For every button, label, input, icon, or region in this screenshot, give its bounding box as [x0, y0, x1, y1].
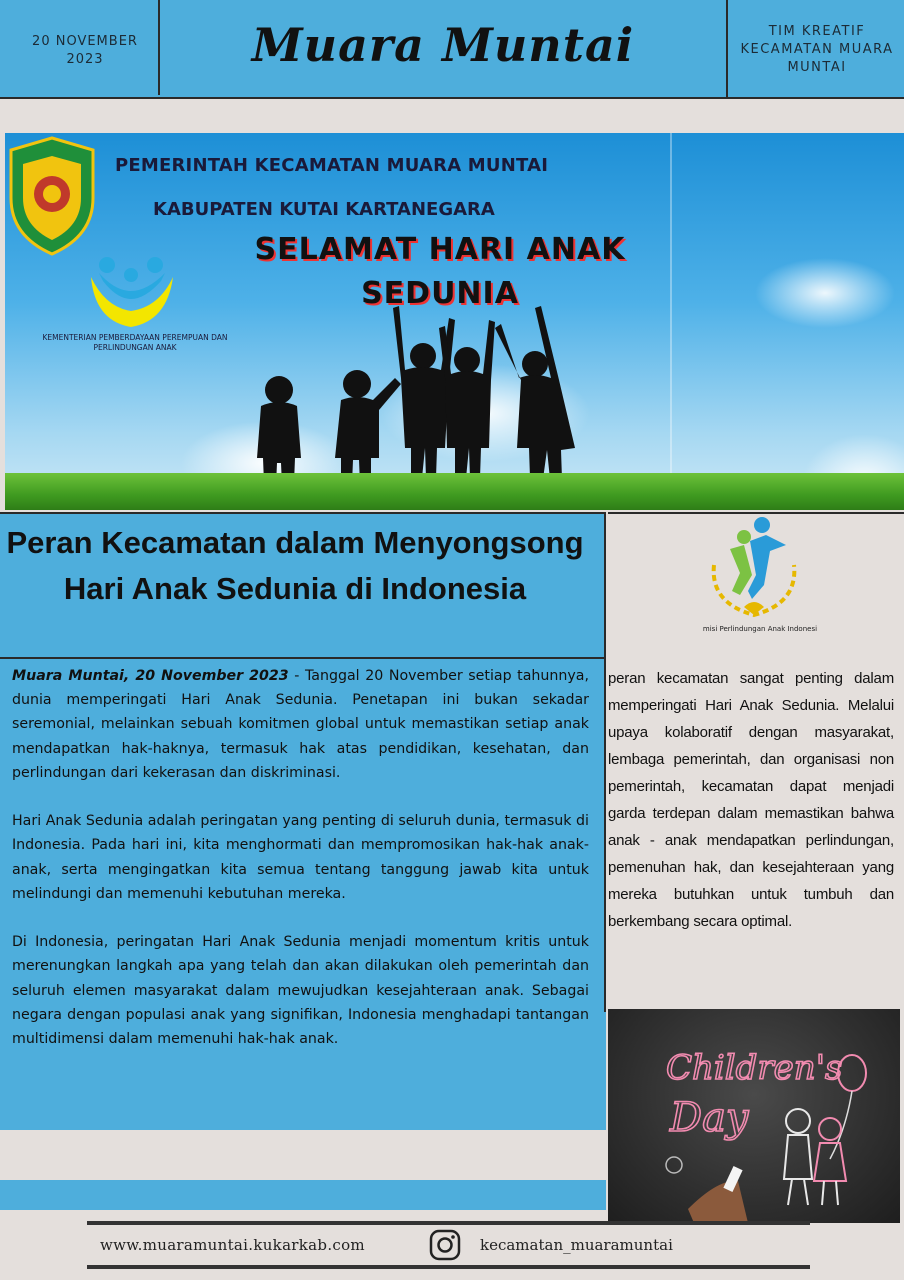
sidebar-text: peran kecamatan sangat penting dalam memperingati Hari Anak Sedunia. Melalui upaya kolaboratif dengan masyarakat, lembaga pemerintah, dan organisasi non pemerintah, kecamatan dapat menjadi garda terdepan dalam memastikan bahwa anak - anak mendapatkan perlindungan, pemenuhan hak, dan kesejahteraan yang mereka butuhkan untuk tumbuh dan berkembang secara optimal.: [608, 670, 894, 930]
chalk-word-day: Day: [670, 1095, 749, 1141]
banner-government-line: PEMERINTAH KECAMATAN MUARA MUNTAI: [115, 155, 549, 176]
article-title: Peran Kecamatan dalam Menyongsong Hari Anak Sedunia di Indonesia: [6, 525, 584, 606]
ministry-caption: KEMENTERIAN PEMBERDAYAAN PEREMPUAN DAN PERLINDUNGAN ANAK: [42, 333, 228, 352]
article-paragraph-2: Hari Anak Sedunia adalah peringatan yang penting di seluruh dunia, termasuk di Indonesia. Pada hari ini, kita menghormati dan mempromosikan hak-hak anak-anak, serta mengingatkan kita semua tentang tanggung jawab kita untuk melindungi dan memenuhi kebutuhan mereka.: [12, 813, 589, 902]
article-dateline: Muara Muntai, 20 November 2023: [12, 668, 289, 684]
footer-rule: [87, 1221, 810, 1225]
banner-regency-line: KABUPATEN KUTAI KARTANEGARA: [153, 199, 495, 220]
kpai-caption: misi Perlindungan Anak Indonesi: [702, 625, 818, 633]
hero-banner: [5, 133, 904, 510]
regency-crest-icon: [7, 136, 97, 256]
footer-website-link[interactable]: www.muaramuntai.kukarkab.com: [100, 1236, 365, 1254]
article-paragraph-1: - Tanggal 20 November setiap tahunnya, dunia memperingati Hari Anak Sedunia. Penetapan ini bukan sekadar seremonial, melainkan sebuah komitmen global untuk memastikan setiap anak mendapatkan hak-haknya, termasuk hak atas pendidikan, kesehatan, dan perlindungan dari kekerasan dan diskriminasi.: [12, 668, 590, 781]
instagram-icon[interactable]: [428, 1228, 462, 1262]
masthead-divider: [726, 0, 728, 97]
chalk-drawing: [608, 1009, 900, 1223]
lower-accent-band: [0, 1180, 606, 1210]
kpai-logo-icon: [700, 515, 810, 625]
article-body: [12, 664, 589, 1075]
chalk-word-childrens: Children's: [666, 1048, 843, 1088]
footer-instagram-handle[interactable]: kecamatan_muaramuntai: [480, 1236, 673, 1254]
issue-date: 20 NOVEMBER 2023: [32, 34, 138, 67]
column-divider: [604, 512, 606, 1012]
article-paragraph: [12, 664, 589, 785]
publisher-credit: TIM KREATIF KECAMATAN MUARA MUNTAI: [740, 24, 894, 75]
banner-greeting: SELAMAT HARI ANAK SEDUNIA: [254, 232, 626, 311]
ministry-logo-icon: [85, 251, 185, 333]
article-paragraph-3: Di Indonesia, peringatan Hari Anak Sedunia menjadi momentum kritis untuk merenungkan langkah apa yang telah dan akan dilakukan oleh pemerintah dan seluruh elemen masyarakat dalam mewujudkan kesejahteraan anak. Sebagai negara dengan populasi anak yang signifikan, Indonesia menghadapi tantangan multidimensi dalam memenuhi hak-hak anak.: [12, 934, 589, 1048]
footer-rule: [87, 1265, 810, 1269]
banner-seam: [670, 133, 672, 510]
childrens-day-chalkboard-image: [608, 1009, 900, 1223]
grass-strip: [5, 473, 904, 510]
newsletter-title: Muara Muntai: [251, 18, 635, 72]
